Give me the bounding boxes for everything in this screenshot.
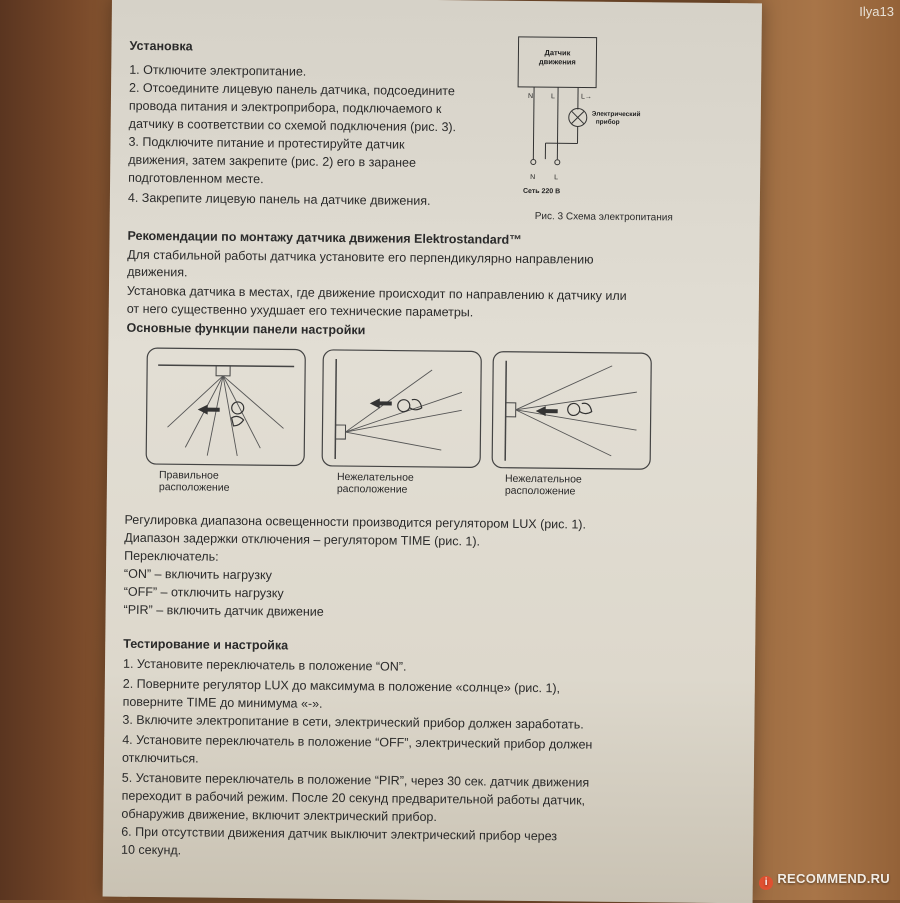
diagram-caption: Нежелательное bbox=[337, 471, 414, 484]
install-steps bbox=[112, 0, 762, 3]
recommend-line: от него существенно ухудшает его технические параметры. bbox=[127, 302, 474, 320]
schematic-caption: Рис. 3 Схема электропитания bbox=[535, 211, 673, 223]
switch-line: “ON” – включить нагрузку bbox=[124, 567, 272, 583]
device-label: прибор bbox=[596, 118, 620, 126]
device-label: Электрический bbox=[592, 110, 641, 119]
switch-line: “PIR” – включить датчик движение bbox=[124, 603, 324, 619]
testing-line: отключиться. bbox=[122, 751, 199, 766]
placement-diagram-undesired-2 bbox=[491, 351, 652, 471]
placement-diagram-undesired-1 bbox=[321, 349, 482, 469]
testing-line: 4. Установите переключатель в положение “OFF”, электрический прибор должен bbox=[122, 733, 592, 752]
testing-line: 10 секунд. bbox=[121, 843, 181, 858]
placement-diagram-correct bbox=[145, 347, 306, 467]
instruction-sheet bbox=[103, 0, 762, 903]
terminal-n-label: N bbox=[528, 93, 533, 100]
testing-line: 2. Поверните регулятор LUX до максимума в положение «солнце» (рис. 1), bbox=[123, 677, 560, 696]
terminal-l-label: L bbox=[551, 93, 555, 100]
install-line: 3. Подключите питание и протестируйте датчик bbox=[128, 135, 404, 152]
install-line: датчику в соответствии со схемой подключения (рис. 3). bbox=[129, 117, 457, 134]
install-line: 1. Отключите электропитание. bbox=[129, 63, 306, 79]
testing-line: 1. Установите переключатель в положение “ON”. bbox=[123, 657, 407, 674]
username-watermark: Ilya13 bbox=[859, 4, 894, 19]
install-line: 4. Закрепите лицевую панель на датчике движения. bbox=[128, 191, 431, 208]
install-heading: Установка bbox=[129, 39, 192, 54]
diagram-caption: Нежелательное bbox=[505, 473, 582, 486]
site-watermark bbox=[759, 871, 890, 890]
mains-n-label: N bbox=[530, 174, 535, 181]
schematic-box-label: движения bbox=[539, 57, 576, 66]
diagram-caption: Правильное bbox=[159, 469, 219, 482]
diagram-caption: расположение bbox=[337, 483, 408, 496]
install-line: провода питания и электроприбора, подключаемого к bbox=[129, 99, 442, 116]
mains-l-label: L bbox=[554, 174, 558, 181]
testing-line: обнаружив движение, включит электрический прибор. bbox=[121, 807, 437, 824]
recommend-heading: Рекомендации по монтажу датчика движения Elektrostandard™ bbox=[127, 229, 521, 247]
install-line: движения, затем закрепите (рис. 2) его в заранее bbox=[128, 153, 416, 170]
switch-line: Регулировка диапазона освещенности производится регулятором LUX (рис. 1). bbox=[124, 513, 586, 532]
mains-label: Сеть 220 В bbox=[523, 188, 560, 195]
terminal-lout-label: L→ bbox=[581, 94, 592, 101]
person-icon bbox=[398, 400, 410, 412]
diagram-caption: расположение bbox=[505, 485, 576, 498]
install-line: 2. Отсоедините лицевую панель датчика, подсоедините bbox=[129, 81, 455, 98]
recommend-logo-icon: i bbox=[759, 876, 773, 890]
switch-line: Диапазон задержки отключения – регулятором TIME (рис. 1). bbox=[124, 531, 480, 549]
testing-line: поверните TIME до минимума «-». bbox=[123, 695, 323, 711]
schematic-box-label: Датчик bbox=[544, 48, 570, 57]
wiring-schematic bbox=[505, 31, 707, 208]
testing-heading: Тестирование и настройка bbox=[123, 637, 288, 653]
recommend-line: Для стабильной работы датчика установите его перпендикулярно направлению bbox=[127, 248, 593, 267]
recommend-line: Установка датчика в местах, где движение происходит по направлению к датчику или bbox=[127, 284, 627, 303]
arrow-icon bbox=[198, 405, 220, 415]
switch-line: Переключатель: bbox=[124, 549, 219, 564]
diagram-caption: расположение bbox=[159, 481, 230, 494]
switch-line: “OFF” – отключить нагрузку bbox=[124, 585, 284, 601]
site-watermark-text: RECOMMEND.RU bbox=[777, 871, 890, 886]
testing-line: 3. Включите электропитание в сети, электрический прибор должен заработать. bbox=[122, 713, 583, 732]
testing-line: переходит в рабочий режим. После 20 секунд предварительной работы датчик, bbox=[122, 789, 586, 808]
testing-line: 5. Установите переключатель в положение “PIR”, через 30 сек. датчик движения bbox=[122, 771, 589, 790]
testing-line: 6. При отсутствии движения датчик выключит электрический прибор через bbox=[121, 825, 557, 844]
functions-heading: Основные функции панели настройки bbox=[126, 321, 365, 338]
install-line: подготовленном месте. bbox=[128, 171, 264, 186]
recommend-line: движения. bbox=[127, 265, 188, 280]
person-icon bbox=[568, 403, 580, 415]
